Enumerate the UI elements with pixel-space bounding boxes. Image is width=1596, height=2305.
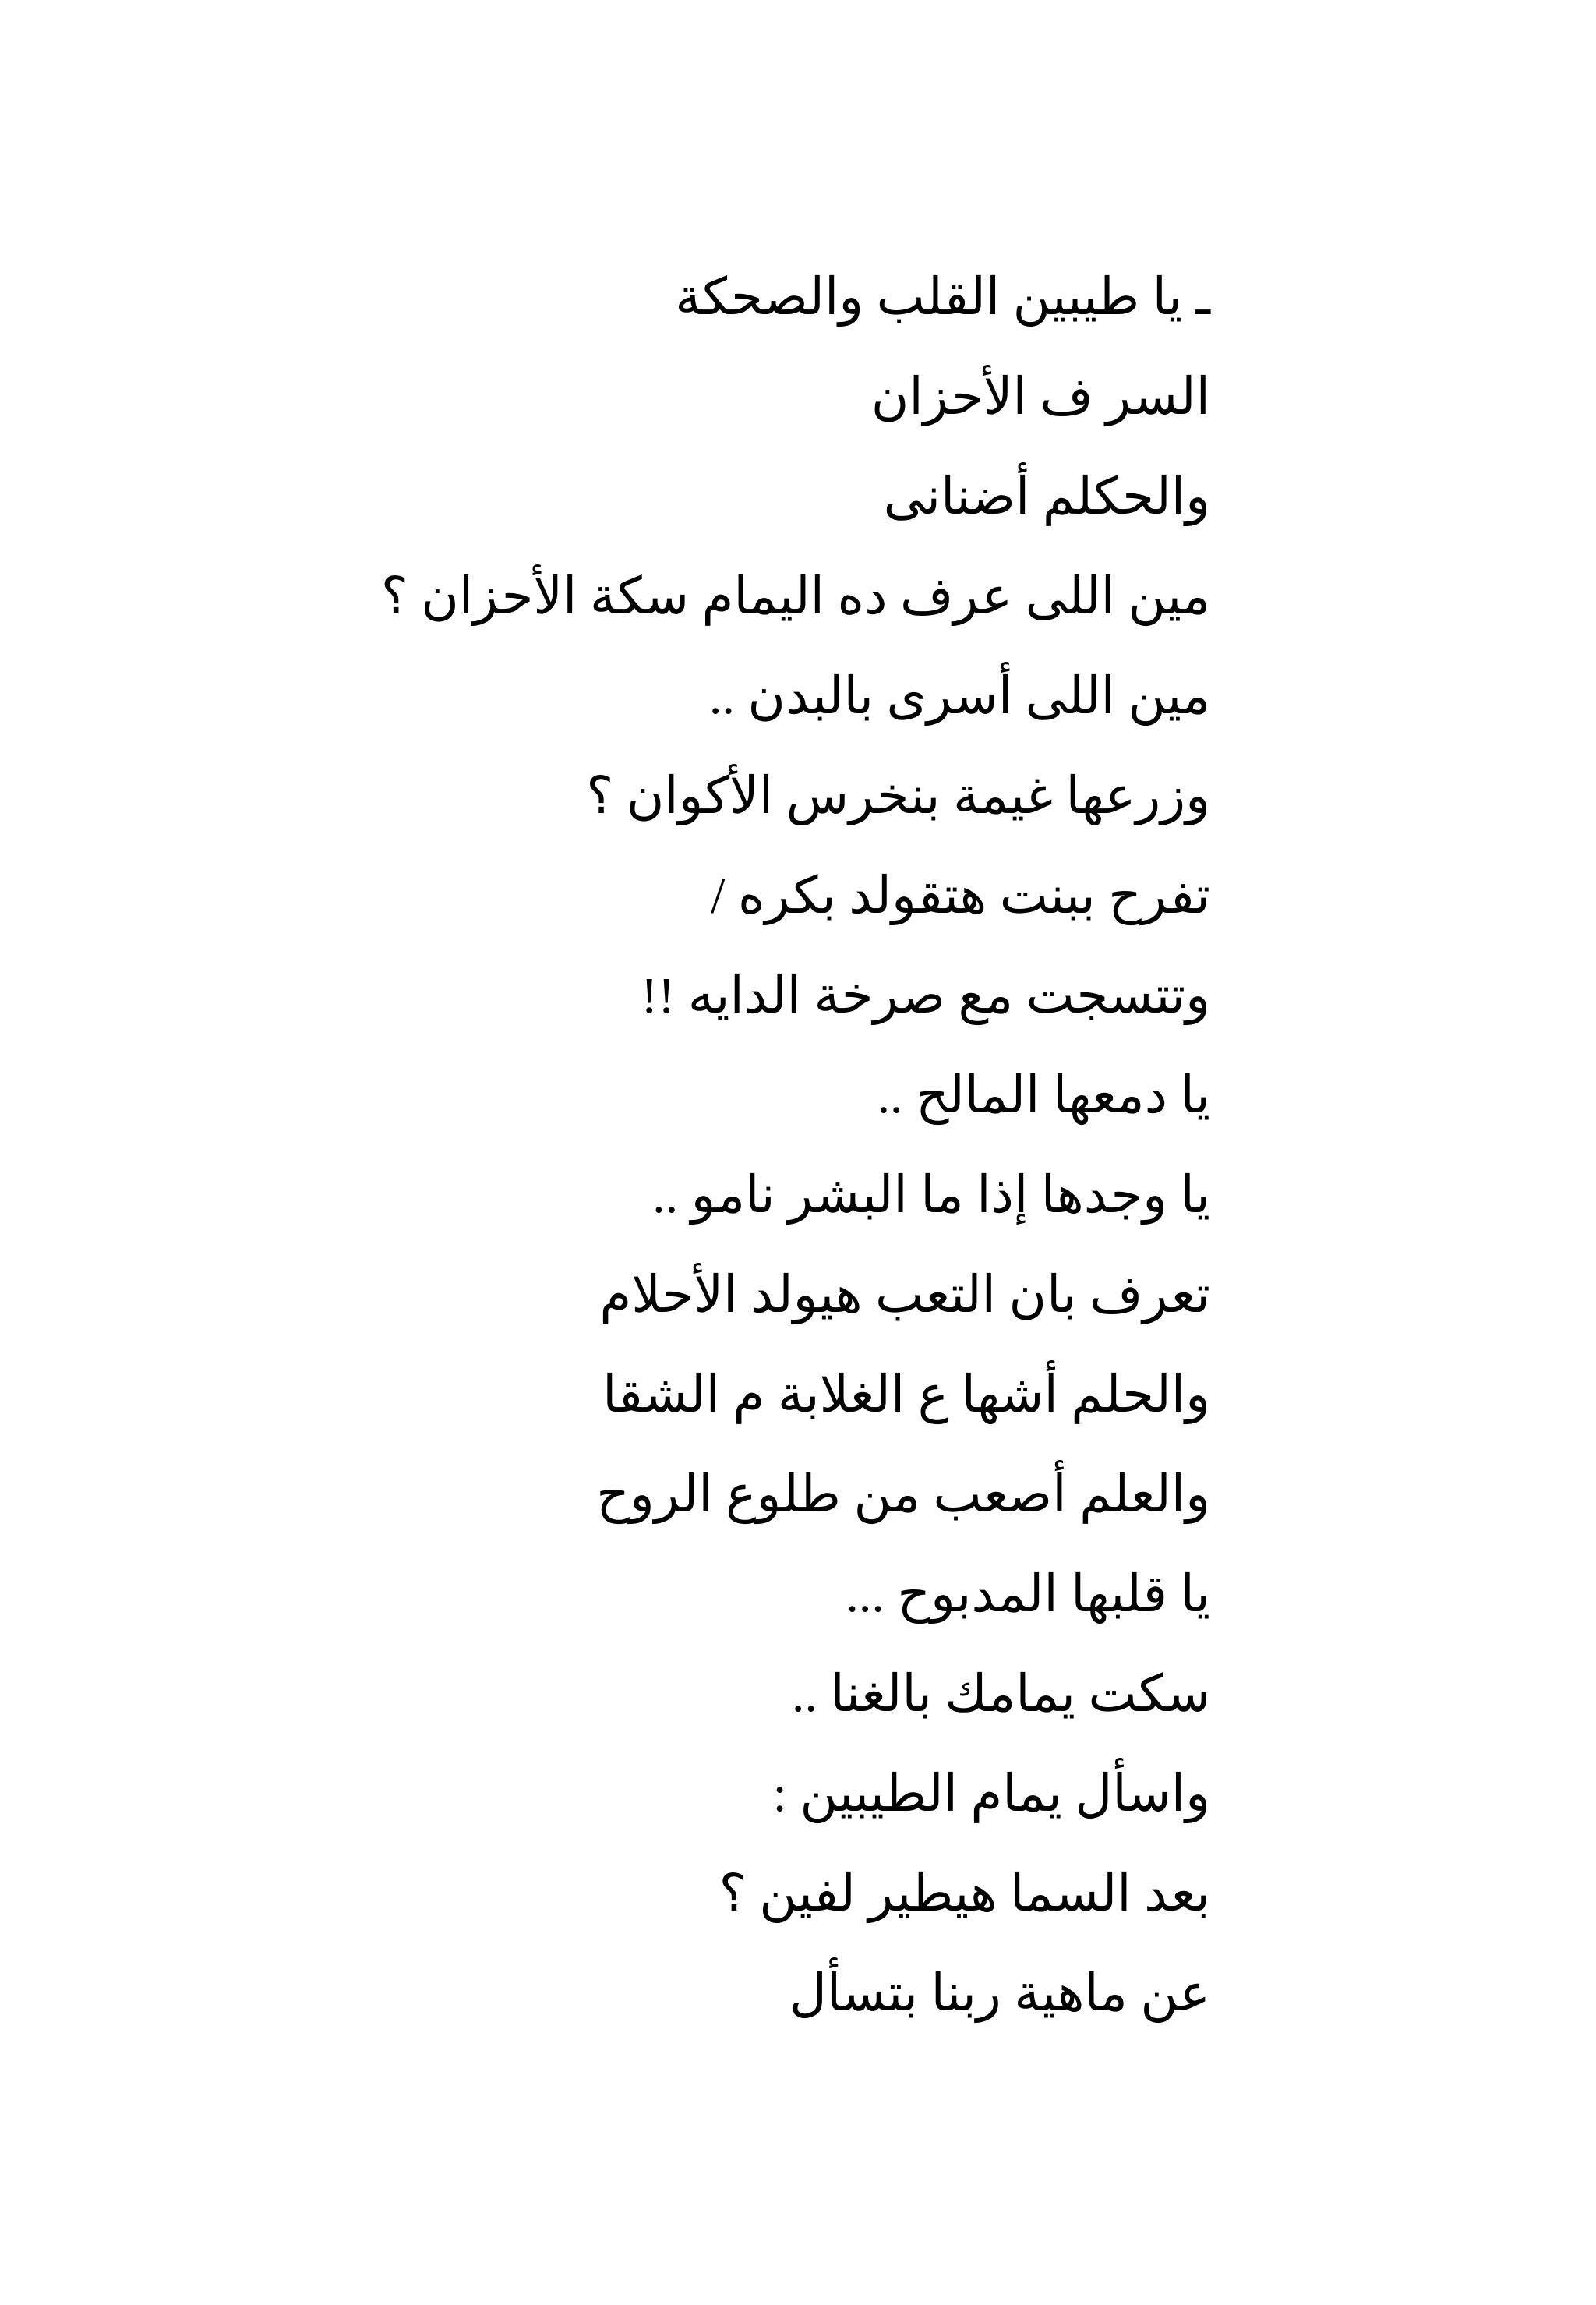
poem-line-18: عن ماهية ربنا بتسأل bbox=[789, 1965, 1210, 2022]
poem-line-4: مين اللى عرف ده اليمام سكة الأحزان ؟ bbox=[380, 568, 1210, 625]
poem-line-8: وتتسجت مع صرخة الدايه !! bbox=[641, 967, 1210, 1024]
poem-line-15: سكت يمامك بالغنا .. bbox=[791, 1666, 1210, 1723]
poem-line-3: والحكلم أضنانى bbox=[883, 468, 1210, 525]
poem-line-14: يا قلبها المدبوح ... bbox=[846, 1566, 1210, 1623]
poem-line-2: السر ف الأحزان bbox=[870, 369, 1210, 426]
poem-line-12: والحلم أشها ع الغلابة م الشقا bbox=[602, 1366, 1210, 1423]
poem-text bbox=[353, 248, 1210, 2044]
poem-line-1: ـ يا طيبين القلب والصحكة bbox=[675, 269, 1210, 326]
poem-line-9: يا دمعها المالح .. bbox=[877, 1067, 1210, 1124]
poem-line-11: تعرف بان التعب هيولد الأحلام bbox=[599, 1267, 1210, 1324]
poem-line-5: مين اللى أسرى بالبدن .. bbox=[708, 668, 1210, 725]
poem-line-10: يا وجدها إذا ما البشر نامو .. bbox=[652, 1167, 1210, 1224]
poem-line-16: واسأل يمام الطيبين : bbox=[772, 1766, 1210, 1822]
poem-line-7: تفرح ببنت هتقولد بكره / bbox=[711, 868, 1210, 924]
poem-line-13: والعلم أصعب من طلوع الروح bbox=[596, 1466, 1210, 1523]
poem-line-6: وزرعها غيمة بنخرس الأكوان ؟ bbox=[586, 768, 1210, 825]
poem-line-17: بعد السما هيطير لفين ؟ bbox=[719, 1865, 1210, 1922]
